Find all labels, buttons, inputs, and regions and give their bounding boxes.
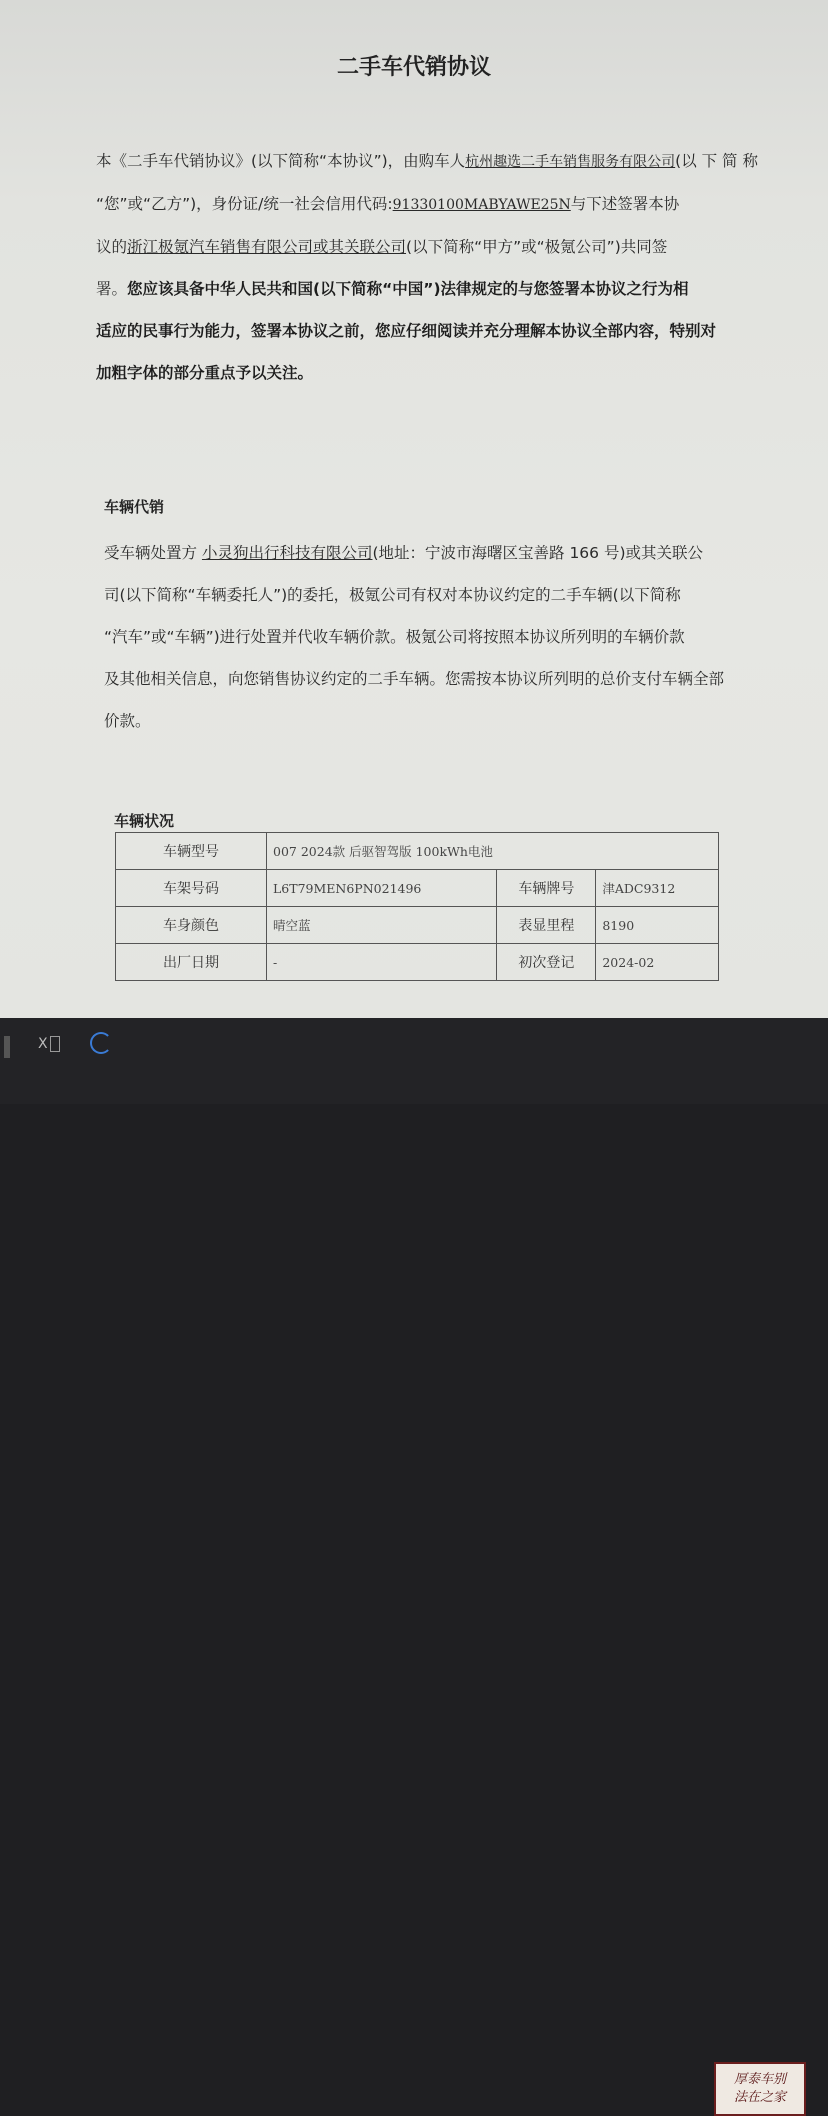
intro-line-2 bbox=[96, 183, 746, 226]
intro-text: “您”或“乙方”)，身份证/统一社会信用代码: bbox=[96, 195, 393, 213]
mileage-label: 表显里程 bbox=[497, 907, 596, 944]
vin-label: 车架号码 bbox=[116, 870, 267, 907]
intro-line-3 bbox=[96, 226, 746, 268]
intro-bold-text: 您应该具备中华人民共和国(以下简称“中国”)法律规定的与您签署本协议之行为相 bbox=[127, 280, 689, 298]
factory-date-label: 出厂日期 bbox=[116, 944, 267, 981]
model-value: 007 2024款 后驱智驾版 100kWh电池 bbox=[267, 833, 719, 870]
browser-app-icon[interactable] bbox=[90, 1032, 112, 1054]
intro-text: (以下简称“甲方”或“极氪公司”)共同签 bbox=[406, 238, 668, 256]
consignment-line-1 bbox=[104, 532, 744, 574]
intro-text: 署。 bbox=[96, 280, 128, 298]
color-value: 晴空蓝 bbox=[267, 907, 497, 944]
register-label: 初次登记 bbox=[497, 944, 596, 981]
credit-code: 91330100MABYAWE25N bbox=[392, 197, 571, 213]
intro-text: 本《二手车代销协议》(以下简称“本协议”)，由购车人 bbox=[96, 152, 466, 170]
document-page bbox=[0, 0, 828, 1018]
consignment-line-5: 价款。 bbox=[104, 712, 151, 730]
plate-value: 津ADC9312 bbox=[596, 870, 719, 907]
taskbar-edge-icon bbox=[4, 1036, 10, 1058]
intro-text: 议的 bbox=[96, 238, 128, 256]
model-label: 车辆型号 bbox=[116, 833, 267, 870]
page-title: 二手车代销协议 bbox=[336, 55, 491, 80]
intro-paragraph bbox=[96, 140, 758, 394]
stamp-line-2: 法在之家 bbox=[733, 2090, 786, 2105]
section-heading-vehicle-status: 车辆状况 bbox=[114, 812, 175, 830]
consignment-text: (地址：宁波市海曙区宝善路 166 号)或其关联公 bbox=[372, 544, 704, 562]
table-row bbox=[116, 833, 719, 870]
intro-line-1 bbox=[96, 140, 758, 183]
stamp-line-1: 厚泰车别 bbox=[733, 2072, 786, 2087]
factory-date-value: - bbox=[267, 944, 497, 981]
mileage-value: 8190 bbox=[596, 907, 719, 944]
consignment-line-3: “汽车”或“车辆”)进行处置并代收车辆价款。极氪公司将按照本协议所列明的车辆价款 bbox=[104, 628, 685, 646]
excel-app-icon[interactable] bbox=[38, 1036, 60, 1052]
intro-line-6: 加粗字体的部分重点予以关注。 bbox=[96, 364, 314, 382]
consignment-line-4: 及其他相关信息，向您销售协议约定的二手车辆。您需按本协议所列明的总价支付车辆全部 bbox=[104, 670, 725, 688]
color-label: 车身颜色 bbox=[116, 907, 267, 944]
consignment-text: 受车辆处置方 bbox=[104, 544, 198, 562]
intro-text: 与下述签署本协 bbox=[570, 195, 680, 213]
table-row bbox=[116, 870, 719, 907]
plate-label: 车辆牌号 bbox=[497, 870, 596, 907]
vehicle-status-table bbox=[115, 832, 719, 981]
register-value: 2024-02 bbox=[596, 944, 719, 981]
vin-value: L6T79MEN6PN021496 bbox=[267, 870, 497, 907]
intro-text: (以 下 简 称 bbox=[675, 152, 758, 170]
seal-stamp-logo bbox=[714, 2062, 806, 2116]
disposer-company: 小灵狗出行科技有限公司 bbox=[201, 544, 373, 562]
section-heading-consignment: 车辆代销 bbox=[104, 498, 165, 516]
intro-line-4 bbox=[96, 268, 746, 310]
consignment-paragraph bbox=[104, 532, 744, 742]
seller-company: 浙江极氪汽车销售有限公司或其关联公司 bbox=[127, 238, 407, 256]
consignment-line-2: 司(以下简称“车辆委托人”)的委托，极氪公司有权对本协议约定的二手车辆(以下简称 bbox=[104, 586, 681, 604]
intro-line-5: 适应的民事行为能力，签署本协议之前，您应仔细阅读并充分理解本协议全部内容，特别对 bbox=[96, 322, 717, 340]
excel-icon-label: X bbox=[38, 1036, 48, 1052]
excel-grid-icon bbox=[50, 1036, 60, 1052]
taskbar bbox=[0, 1018, 828, 2105]
table-row bbox=[116, 907, 719, 944]
table-row bbox=[116, 944, 719, 981]
buyer-name: 杭州趣选二手车销售服务有限公司 bbox=[465, 154, 676, 170]
